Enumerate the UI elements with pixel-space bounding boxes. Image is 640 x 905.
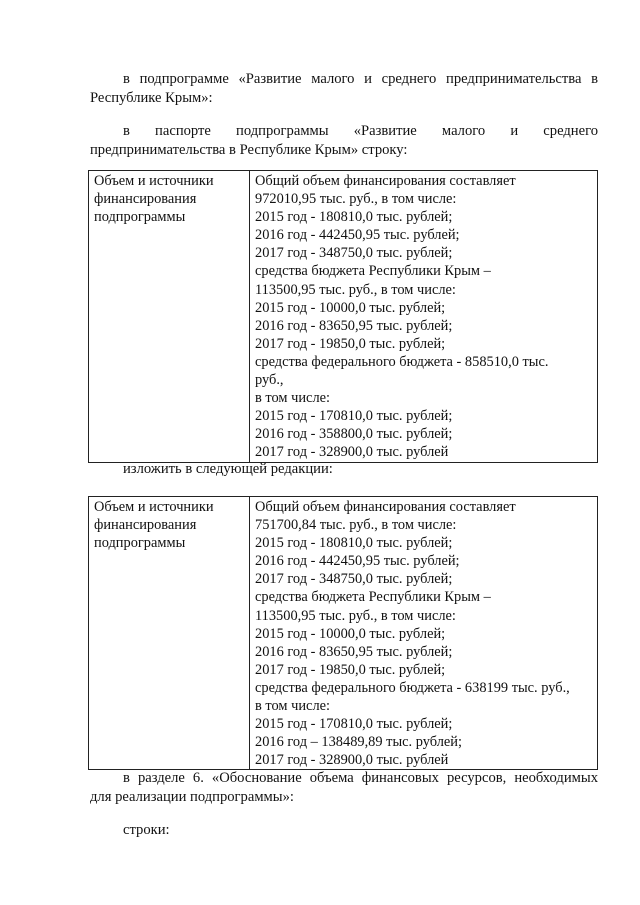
table-label-line: финансирования: [94, 191, 197, 208]
table-label-line: Объем и источники: [94, 173, 214, 189]
table-value-line: 2015 год - 10000,0 тыс. рублей;: [255, 625, 446, 642]
old-table-label-cell: [89, 171, 250, 463]
table-value-line: 2017 год - 348750,0 тыс. рублей;: [255, 571, 453, 588]
table-row: [89, 497, 598, 770]
old-table-value-cell: [250, 171, 598, 463]
table-label-line: финансирования: [94, 517, 197, 534]
table-value-line: 2016 год – 138489,89 тыс. рублей;: [255, 734, 462, 751]
section6-line-1: в разделе 6. «Обоснование объема финансовых ресурсов, необходимых: [123, 770, 598, 786]
table-value-line: 113500,95 тыс. руб., в том числе:: [255, 607, 456, 624]
table-value-line: 2016 год - 358800,0 тыс. рублей;: [255, 426, 453, 443]
table-label-line: подпрограммы: [94, 209, 186, 226]
table-value-line: средства федерального бюджета - 638199 тыс. руб.,: [255, 679, 570, 696]
table-value-line: 751700,84 тыс. руб., в том числе:: [255, 517, 457, 534]
table-label-line: подпрограммы: [94, 535, 186, 552]
passport-line-1: в паспорте подпрограммы «Развитие малого и среднего: [123, 123, 598, 139]
table-value-line: 2017 год - 19850,0 тыс. рублей;: [255, 335, 446, 352]
intro-line-2: Республике Крым»:: [90, 90, 213, 106]
table-value-line: 2015 год - 170810,0 тыс. рублей;: [255, 408, 453, 425]
table-value-line: 2017 год - 348750,0 тыс. рублей;: [255, 245, 453, 262]
table-value-line: 113500,95 тыс. руб., в том числе:: [255, 281, 456, 298]
table-value-line: 2016 год - 442450,95 тыс. рублей;: [255, 227, 460, 244]
new-table-label-cell: [89, 497, 250, 770]
table-value-line: 2017 год - 19850,0 тыс. рублей;: [255, 661, 446, 678]
rows-label: строки:: [123, 822, 170, 838]
table-value-line: 2016 год - 442450,95 тыс. рублей;: [255, 553, 460, 570]
table-value-line: средства бюджета Республики Крым –: [255, 263, 491, 280]
table-value-line: 2016 год - 83650,95 тыс. рублей;: [255, 317, 453, 334]
table-value-line: 2015 год - 170810,0 тыс. рублей;: [255, 716, 453, 733]
table-value-line: 2016 год - 83650,95 тыс. рублей;: [255, 643, 453, 660]
intro-paragraph: [90, 70, 598, 108]
old-financing-table: [88, 170, 598, 463]
table-value-line: в том числе:: [255, 390, 331, 407]
edit-instruction: изложить в следующей редакции:: [123, 461, 333, 477]
table-row: [89, 171, 598, 463]
intro-line-1: в подпрограмме «Развитие малого и среднего предпринимательства в: [123, 71, 598, 87]
table-value-line: 2015 год - 180810,0 тыс. рублей;: [255, 535, 453, 552]
new-table-value-cell: [250, 497, 598, 770]
table-value-line: 2015 год - 10000,0 тыс. рублей;: [255, 299, 446, 316]
new-financing-table: [88, 496, 598, 770]
table-value-line: в том числе:: [255, 698, 331, 715]
section6-line-2: для реализации подпрограммы»:: [90, 789, 294, 805]
table-value-line: средства бюджета Республики Крым –: [255, 589, 491, 606]
table-value-line: 2017 год - 328900,0 тыс. рублей: [255, 752, 449, 769]
passport-line-2: предпринимательства в Республике Крым» строку:: [90, 142, 408, 158]
table-value-line: Общий объем финансирования составляет: [255, 499, 516, 515]
section6-paragraph: [90, 769, 598, 807]
table-value-line: 2015 год - 180810,0 тыс. рублей;: [255, 209, 453, 226]
table-value-line: Общий объем финансирования составляет: [255, 173, 516, 189]
table-label-line: Объем и источники: [94, 499, 214, 515]
passport-paragraph: [90, 122, 598, 160]
table-value-line: 972010,95 тыс. руб., в том числе:: [255, 191, 457, 208]
table-value-line: 2017 год - 328900,0 тыс. рублей: [255, 444, 449, 461]
table-value-line: средства федерального бюджета - 858510,0 тыс.: [255, 353, 549, 370]
table-value-line: руб.,: [255, 372, 284, 389]
